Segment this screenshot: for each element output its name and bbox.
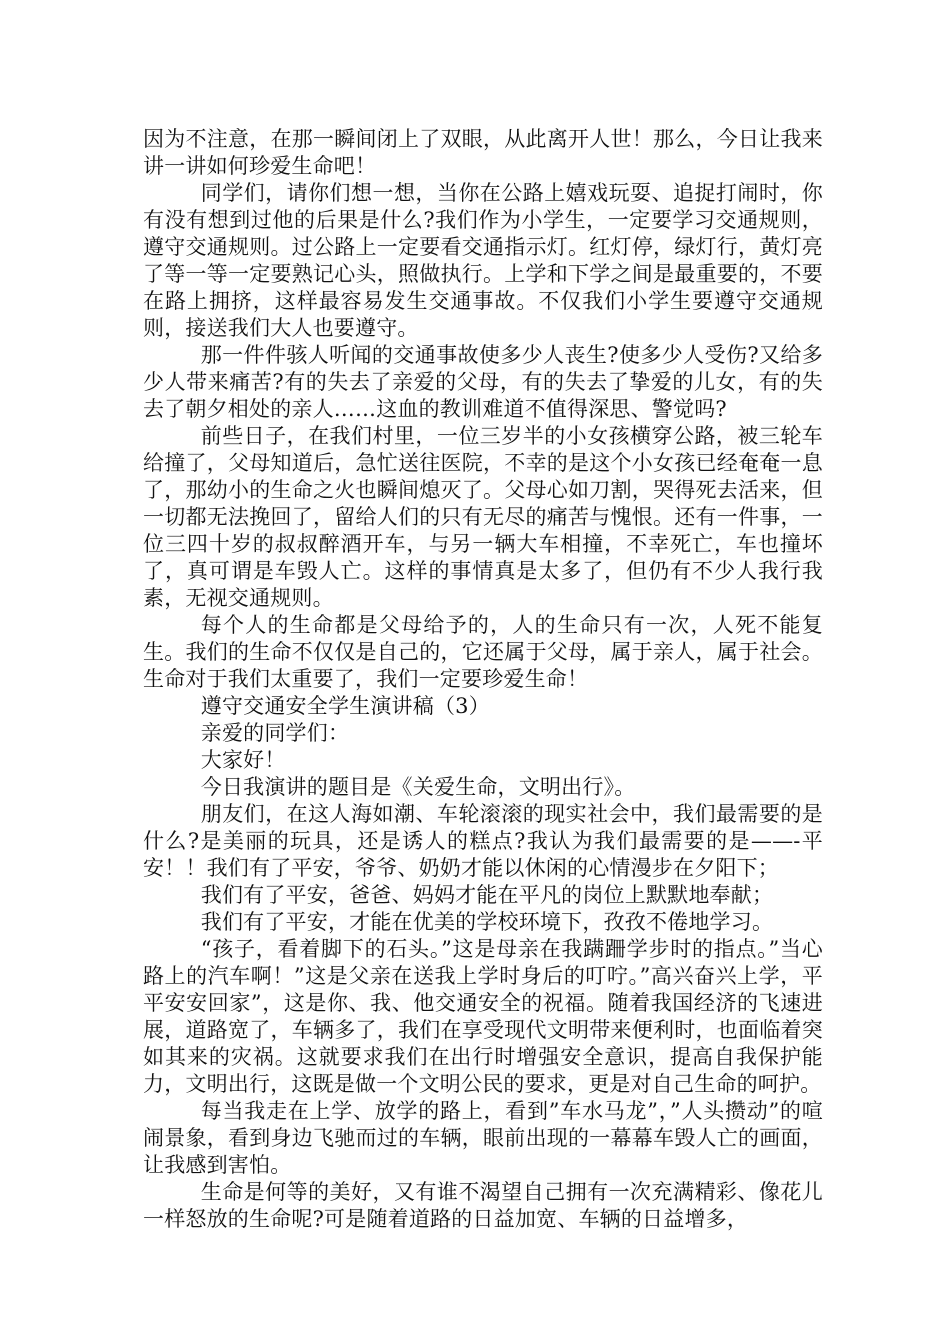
paragraph-14: 每当我走在上学、放学的路上，看到”车水马龙”，”人头攒动”的喧闹景象，看到身边飞驰而过的车辆，眼前出现的一幕幕车毁人亡的画面，让我感到害怕。 [143,1099,823,1177]
paragraph-13: “孩子，看着脚下的石头。”这是母亲在我蹒跚学步时的指点。”当心路上的汽车啊！”这是父亲在送我上学时身后的叮咛。”高兴奋兴上学，平平安安回家”，这是你、我、他交通安全的祝福。随着我国经济的飞速进展，道路宽了，车辆多了，我们在享受现代文明带来便利时，也面临着突如其来的灾祸。这就要求我们在出行时增强安全意识，提高自我保护能力，文明出行，这既是做一个文明公民的要求，更是对自己生命的呵护。 [143,937,823,1096]
document-page [143,126,823,1233]
paragraph-1: 因为不注意，在那一瞬间闭上了双眼，从此离开人世！那么，今日让我来讲一讲如何珍爱生命吧！ [143,127,823,178]
paragraph-15: 生命是何等的美好，又有谁不渴望自己拥有一次充满精彩、像花儿一样怒放的生命呢?可是随着道路的日益加宽、车辆的日益增多， [143,1180,823,1231]
salutation: 亲爱的同学们： [200,721,350,745]
paragraph-11: 我们有了平安，爸爸、妈妈才能在平凡的岗位上默默地奉献； [200,883,774,907]
paragraph-5: 每个人的生命都是父母给予的，人的生命只有一次，人死不能复生。我们的生命不仅仅是自己的，它还属于父母，属于亲人，属于社会。生命对于我们太重要了，我们一定要珍爱生命！ [143,613,823,691]
greeting: 大家好！ [200,748,286,772]
paragraph-3: 那一件件骇人听闻的交通事故使多少人丧生?使多少人受伤?又给多少人带来痛苦?有的失去了亲爱的父母，有的失去了挚爱的儿女，有的失去了朝夕相处的亲人……这血的教训难道不值得深思、警觉吗? [143,343,823,421]
paragraph-4: 前些日子，在我们村里，一位三岁半的小女孩横穿公路，被三轮车给撞了，父母知道后，急忙送往医院，不幸的是这个小女孩已经奄奄一息了，那幼小的生命之火也瞬间熄灭了。父母心如刀割，哭得死去活来，但一切都无法挽回了，留给人们的只有无尽的痛苦与愧恨。还有一件事，一位三四十岁的叔叔醉酒开车，与另一辆大车相撞，不幸死亡，车也撞坏了，真可谓是车毁人亡。这样的事情真是太多了，但仍有不少人我行我素，无视交通规则。 [143,424,823,610]
speech-title: 遵守交通安全学生演讲稿（3） [200,694,490,718]
paragraph-12: 我们有了平安，才能在优美的学校环境下，孜孜不倦地学习。 [200,910,774,934]
paragraph-topic: 今日我演讲的题目是《关爱生命，文明出行》。 [200,775,636,799]
paragraph-10: 朋友们，在这人海如潮、车轮滚滚的现实社会中，我们最需要的是什么?是美丽的玩具，还是诱人的糕点?我认为我们最需要的是——-平安！！我们有了平安，爷爷、奶奶才能以休闲的心情漫步在夕阳下； [143,802,823,880]
paragraph-2: 同学们，请你们想一想，当你在公路上嬉戏玩耍、追捉打闹时，你有没有想到过他的后果是什么?我们作为小学生，一定要学习交通规则，遵守交通规则。过公路上一定要看交通指示灯。红灯停，绿灯行，黄灯亮了等一等一定要熟记心头，照做执行。上学和下学之间是最重要的，不要在路上拥挤，这样最容易发生交通事故。不仅我们小学生要遵守交通规则，接送我们大人也要遵守。 [143,181,823,340]
